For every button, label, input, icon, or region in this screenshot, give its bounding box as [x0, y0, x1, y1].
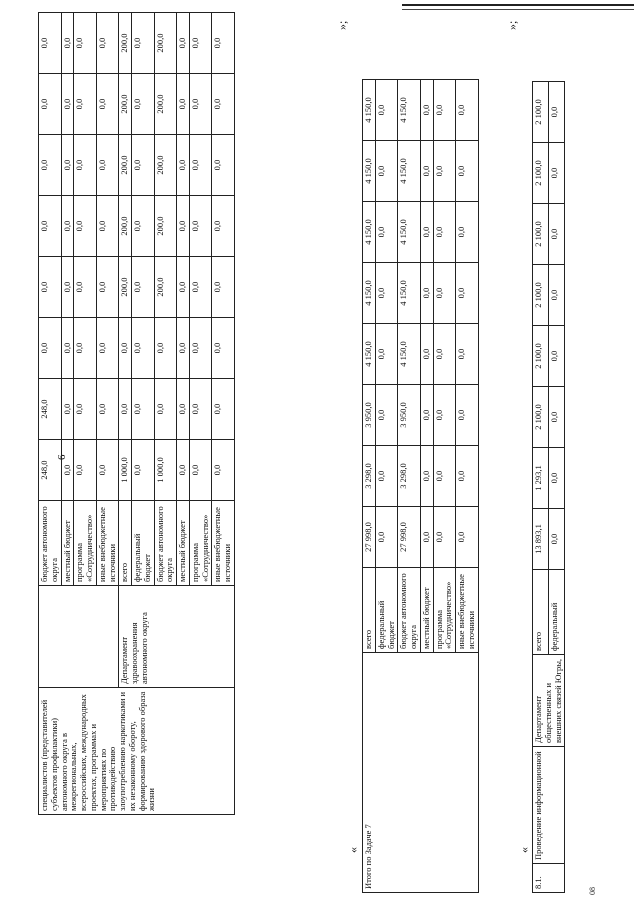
value-cell: 0,0 — [74, 379, 97, 440]
value-cell: 3 950,0 — [398, 385, 421, 446]
value-cell: 0,0 — [177, 379, 190, 440]
value-cell: 0,0 — [212, 318, 235, 379]
value-cell: 200,0 — [154, 257, 177, 318]
value-cell: 3 298,0 — [398, 446, 421, 507]
source-cell: бюджет автономного округа — [398, 568, 421, 653]
event-description: Проведение информационной — [533, 747, 565, 864]
value-cell: 0,0 — [61, 135, 74, 196]
source-cell: иные внебюджетные источники — [212, 501, 235, 586]
value-cell: 1 293,1 — [533, 448, 549, 509]
value-cell: 0,0 — [375, 263, 398, 324]
value-cell: 0,0 — [212, 135, 235, 196]
source-cell: всего — [119, 501, 132, 586]
table-row — [39, 13, 62, 815]
value-cell: 0,0 — [549, 448, 565, 509]
value-cell: 0,0 — [132, 257, 155, 318]
source-cell: местный бюджет — [177, 501, 190, 586]
value-cell: 3 950,0 — [363, 385, 376, 446]
page-number: 6 — [56, 454, 68, 460]
source-cell: иные внебюджетные источники — [456, 568, 479, 653]
value-cell: 0,0 — [420, 141, 433, 202]
responsible-org: Департамент здравоохранения автономного округа — [119, 586, 235, 688]
total-title: Итого по Задаче 7 — [363, 653, 479, 893]
value-cell: 0,0 — [420, 324, 433, 385]
value-cell: 0,0 — [433, 324, 456, 385]
value-cell: 0,0 — [96, 74, 119, 135]
value-cell: 0,0 — [456, 80, 479, 141]
value-cell: 0,0 — [433, 446, 456, 507]
value-cell: 4 150,0 — [363, 80, 376, 141]
value-cell: 200,0 — [154, 74, 177, 135]
value-cell: 0,0 — [39, 13, 62, 74]
value-cell: 0,0 — [212, 13, 235, 74]
value-cell: 0,0 — [74, 440, 97, 501]
value-cell: 0,0 — [212, 257, 235, 318]
value-cell: 3 298,0 — [363, 446, 376, 507]
value-cell: 0,0 — [132, 13, 155, 74]
value-cell: 0,0 — [61, 440, 74, 501]
value-cell: 0,0 — [433, 80, 456, 141]
value-cell: 1 000,0 — [154, 440, 177, 501]
table-row — [363, 80, 376, 893]
value-cell: 0,0 — [189, 379, 212, 440]
value-cell: 200,0 — [154, 135, 177, 196]
value-cell: 0,0 — [433, 141, 456, 202]
value-cell: 27 998,0 — [398, 507, 421, 568]
value-cell: 0,0 — [433, 202, 456, 263]
value-cell: 27 998,0 — [363, 507, 376, 568]
value-cell: 0,0 — [132, 440, 155, 501]
value-cell: 0,0 — [549, 265, 565, 326]
value-cell: 0,0 — [39, 257, 62, 318]
value-cell: 248,0 — [39, 440, 62, 501]
responsible-empty — [39, 586, 119, 688]
value-cell: 0,0 — [177, 13, 190, 74]
value-cell: 0,0 — [212, 196, 235, 257]
value-cell: 0,0 — [96, 135, 119, 196]
table-row — [533, 82, 549, 893]
margin-code: 08 — [588, 887, 597, 895]
value-cell: 0,0 — [456, 141, 479, 202]
value-cell: 0,0 — [375, 446, 398, 507]
value-cell: 0,0 — [375, 202, 398, 263]
value-cell: 0,0 — [549, 204, 565, 265]
value-cell: 0,0 — [132, 196, 155, 257]
value-cell: 0,0 — [61, 257, 74, 318]
responsible-org: Департамент общественных и внешних связей Югры, — [533, 655, 565, 747]
source-cell: федеральный — [549, 570, 565, 655]
value-cell: 0,0 — [39, 196, 62, 257]
value-cell: 0,0 — [456, 446, 479, 507]
value-cell: 0,0 — [420, 263, 433, 324]
value-cell: 0,0 — [61, 196, 74, 257]
value-cell: 0,0 — [74, 13, 97, 74]
value-cell: 0,0 — [96, 257, 119, 318]
value-cell: 0,0 — [119, 318, 132, 379]
open-quote-1: « — [346, 847, 360, 853]
value-cell: 0,0 — [212, 74, 235, 135]
value-cell: 0,0 — [39, 74, 62, 135]
value-cell: 0,0 — [420, 507, 433, 568]
source-cell: местный бюджет — [61, 501, 74, 586]
value-cell: 2 100,0 — [533, 326, 549, 387]
value-cell: 0,0 — [61, 379, 74, 440]
value-cell: 2 100,0 — [533, 143, 549, 204]
source-cell: иные внебюджетные источники — [96, 501, 119, 586]
value-cell: 0,0 — [456, 263, 479, 324]
value-cell: 0,0 — [154, 379, 177, 440]
value-cell: 0,0 — [74, 196, 97, 257]
value-cell: 13 893,1 — [533, 509, 549, 570]
value-cell: 0,0 — [177, 135, 190, 196]
value-cell: 0,0 — [61, 318, 74, 379]
value-cell: 0,0 — [132, 74, 155, 135]
value-cell: 0,0 — [96, 440, 119, 501]
value-cell: 0,0 — [96, 13, 119, 74]
value-cell: 2 100,0 — [533, 387, 549, 448]
value-cell: 2 100,0 — [533, 82, 549, 143]
source-cell: федеральный бюджет — [375, 568, 398, 653]
value-cell: 0,0 — [154, 318, 177, 379]
value-cell: 0,0 — [189, 74, 212, 135]
value-cell: 0,0 — [74, 257, 97, 318]
value-cell: 1 000,0 — [119, 440, 132, 501]
table-task7-continuation — [38, 12, 235, 815]
value-cell: 0,0 — [96, 196, 119, 257]
open-quote-2: « — [517, 847, 531, 853]
value-cell: 0,0 — [189, 196, 212, 257]
value-cell: 0,0 — [420, 202, 433, 263]
value-cell: 0,0 — [74, 318, 97, 379]
value-cell: 0,0 — [177, 196, 190, 257]
source-cell: местный бюджет — [420, 568, 433, 653]
value-cell: 0,0 — [177, 257, 190, 318]
value-cell: 200,0 — [154, 13, 177, 74]
value-cell: 0,0 — [433, 385, 456, 446]
value-cell: 200,0 — [154, 196, 177, 257]
source-cell: программа «Сотрудничество» — [74, 501, 97, 586]
value-cell: 0,0 — [375, 324, 398, 385]
source-cell: бюджет автономного округа — [154, 501, 177, 586]
value-cell: 4 150,0 — [398, 202, 421, 263]
value-cell: 0,0 — [549, 387, 565, 448]
value-cell: 0,0 — [212, 440, 235, 501]
value-cell: 200,0 — [119, 196, 132, 257]
value-cell: 0,0 — [189, 13, 212, 74]
value-cell: 0,0 — [189, 257, 212, 318]
value-cell: 0,0 — [456, 324, 479, 385]
value-cell: 0,0 — [177, 318, 190, 379]
value-cell: 4 150,0 — [363, 202, 376, 263]
close-quote-1: »; — [335, 20, 349, 30]
source-cell: бюджет автономного округа — [39, 501, 62, 586]
value-cell: 0,0 — [549, 509, 565, 570]
value-cell: 4 150,0 — [398, 324, 421, 385]
value-cell: 0,0 — [549, 143, 565, 204]
value-cell: 2 100,0 — [533, 265, 549, 326]
row-number: 8.1. — [533, 864, 565, 893]
value-cell: 0,0 — [212, 379, 235, 440]
value-cell: 200,0 — [119, 257, 132, 318]
value-cell: 0,0 — [375, 385, 398, 446]
value-cell: 0,0 — [456, 507, 479, 568]
value-cell: 0,0 — [96, 318, 119, 379]
source-cell: программа «Сотрудничество» — [433, 568, 456, 653]
value-cell: 2 100,0 — [533, 204, 549, 265]
value-cell: 0,0 — [61, 13, 74, 74]
value-cell: 0,0 — [420, 385, 433, 446]
value-cell: 0,0 — [549, 326, 565, 387]
source-cell: программа «Сотрудничество» — [189, 501, 212, 586]
value-cell: 0,0 — [119, 379, 132, 440]
value-cell: 0,0 — [132, 379, 155, 440]
value-cell: 0,0 — [39, 135, 62, 196]
value-cell: 0,0 — [420, 446, 433, 507]
source-cell: всего — [533, 570, 549, 655]
value-cell: 4 150,0 — [398, 263, 421, 324]
value-cell: 0,0 — [456, 385, 479, 446]
source-cell: всего — [363, 568, 376, 653]
value-cell: 0,0 — [433, 263, 456, 324]
value-cell: 0,0 — [74, 74, 97, 135]
value-cell: 4 150,0 — [363, 324, 376, 385]
value-cell: 0,0 — [189, 135, 212, 196]
value-cell: 248,0 — [39, 379, 62, 440]
value-cell: 200,0 — [119, 74, 132, 135]
value-cell: 4 150,0 — [398, 80, 421, 141]
value-cell: 0,0 — [189, 440, 212, 501]
value-cell: 200,0 — [119, 135, 132, 196]
close-quote-2: »; — [505, 20, 519, 30]
value-cell: 0,0 — [433, 507, 456, 568]
value-cell: 0,0 — [132, 135, 155, 196]
value-cell: 0,0 — [375, 80, 398, 141]
value-cell: 0,0 — [132, 318, 155, 379]
value-cell: 4 150,0 — [363, 263, 376, 324]
value-cell: 0,0 — [189, 318, 212, 379]
value-cell: 0,0 — [74, 135, 97, 196]
value-cell: 0,0 — [420, 80, 433, 141]
source-cell: федеральный бюджет — [132, 501, 155, 586]
value-cell: 0,0 — [375, 141, 398, 202]
event-description: специалистов (представителей субъектов профилактики) автономного округа в межрегиональных, всероссийских, международных проектах, программах и мероприятиях по противодействию злоупотреблению наркотиками и их незаконному обороту, формированию здорового образа жизни — [39, 688, 235, 815]
value-cell: 200,0 — [119, 13, 132, 74]
value-cell: 0,0 — [177, 74, 190, 135]
value-cell: 4 150,0 — [398, 141, 421, 202]
value-cell: 0,0 — [61, 74, 74, 135]
value-cell: 0,0 — [177, 440, 190, 501]
value-cell: 0,0 — [375, 507, 398, 568]
table-task7-total — [362, 79, 479, 893]
value-cell: 0,0 — [39, 318, 62, 379]
value-cell: 0,0 — [96, 379, 119, 440]
value-cell: 0,0 — [549, 82, 565, 143]
table-8-1 — [532, 81, 565, 893]
value-cell: 0,0 — [456, 202, 479, 263]
value-cell: 4 150,0 — [363, 141, 376, 202]
